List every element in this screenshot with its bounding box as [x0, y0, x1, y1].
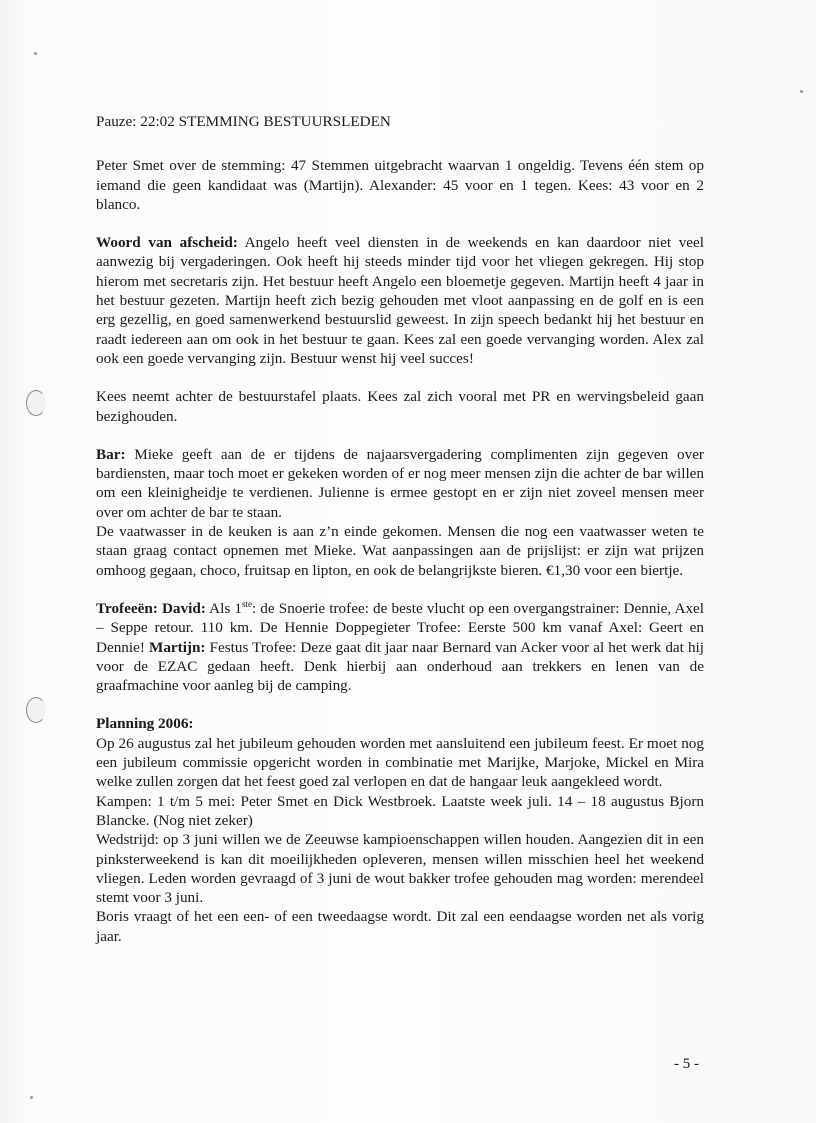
punch-hole-bottom — [26, 697, 46, 723]
boris-paragraph: Boris vraagt of het een een- of een tweedaagse wordt. Dit zal een eendaagse worden net als vorig jaar. — [96, 908, 704, 945]
planning-heading: Planning 2006: — [96, 715, 194, 733]
scan-speck — [30, 1096, 33, 1099]
kees-paragraph: Kees neemt achter de bestuurstafel plaats. Kees zal zich vooral met PR en wervingsbeleid gaan bezighouden. — [96, 388, 704, 425]
document-body — [96, 112, 704, 946]
trofeeen-label: Trofeeën: David: — [96, 599, 206, 617]
vaatwasser-paragraph: De vaatwasser in de keuken is aan z’n einde gekomen. Mensen die nog een vaatwasser weten te staan graag contact opnemen met Mieke. Wat aanpassingen aan de prijslijst: er zijn wat prijzen omhoog gegaan, choco, fruitsap en lipton, en ook de belangrijkste bieren. €1,30 voor een biertje. — [96, 523, 704, 579]
page-number: - 5 - — [674, 1056, 699, 1072]
stemming-paragraph: Peter Smet over de stemming: 47 Stemmen uitgebracht waarvan 1 ongeldig. Tevens één stem op iemand die geen kandidaat was (Martijn). Alexander: 45 voor en 1 tegen. Kees: 43 voor en 2 blanco. — [96, 157, 704, 213]
afscheid-paragraph — [96, 233, 704, 368]
trofeeen-ste: ste — [241, 598, 252, 609]
kampen-paragraph: Kampen: 1 t/m 5 mei: Peter Smet en Dick Westbroek. Laatste week juli. 14 – 18 augustus Bjorn Blancke. (Nog niet zeker) — [96, 792, 704, 829]
wedstrijd-paragraph: Wedstrijd: op 3 juni willen we de Zeeuwse kampioenschappen willen houden. Aangezien dit in een pinksterweekend is kan dit moeilijkheden opleveren, mensen willen misschien heel het weekend vliegen. Leden worden gevraagd of 3 juni de wout bakker trofee gehouden mag worden: merendeel stemt voor 3 juni. — [96, 831, 704, 907]
afscheid-label: Woord van afscheid: — [96, 234, 238, 252]
bar-label: Bar: — [96, 445, 126, 463]
trofeeen-text1: : de Snoerie trofee: de beste vlucht op een overgangstrainer: Dennie, Axel – Seppe retour. 110 km. De Hennie Doppegieter Trofee: Eerste 500 km vanaf Axel: Geert en Dennie! — [96, 599, 704, 656]
afscheid-text: Angelo heeft veel diensten in de weekends en kan daardoor niet veel aanwezig bij vergaderingen. Ook heeft hij steeds minder tijd voor het vliegen gekregen. Hij stop hierom met secretaris zijn. Het bestuur heeft Angelo een bloemetje gegeven. Martijn heeft 4 jaar in het bestuur gezeten. Martijn heeft zich bezig gehouden met vloot aanpassing en de golf en is een erg gezellig, en goed samenwerkend bestuurslid geweest. In zijn speech bedankt hij het bestuur en raadt iedereen aan om ook in het bestuur te gaan. Kees zal een goede vervanging worden. Alex zal ook een goede vervanging zijn. Bestuur wenst hij veel succes! — [96, 234, 704, 367]
jubileum-paragraph: Op 26 augustus zal het jubileum gehouden worden met aansluitend een jubileum feest. Er moet nog een jubileum commissie opgericht worden in combinatie met Marijke, Marjoke, Mickel en Mira welke zullen zorgen dat het feest goed zal verlopen en dat de hangaar leuk aangekleed wordt. — [96, 734, 704, 791]
bar-paragraph — [96, 445, 704, 522]
scan-speck — [34, 52, 37, 55]
bar-text: Mieke geeft aan de er tijdens de najaarsvergadering complimenten zijn gegeven over bardiensten, maar toch moet er gekeken worden of er nog meer mensen zijn die achter de bar willen om een kleinigheidje te verdienen. Julienne is ermee gestopt en er zijn niet zoveel mensen meer over om achter de bar te staan. — [96, 445, 704, 521]
scan-speck — [800, 90, 803, 93]
trofeeen-text2: Festus Trofee: Deze gaat dit jaar naar Bernard van Acker voor al het werk dat hij voor de EZAC gedaan heeft. Denk hierbij aan onderhoud aan trekkers en lenen van de graafmachine voor aanleg bij de camping. — [96, 638, 704, 695]
punch-hole-top — [26, 390, 46, 416]
trofeeen-als: Als 1 — [205, 599, 242, 617]
martijn-label: Martijn: — [148, 638, 206, 656]
pause-heading: Pauze: 22:02 STEMMING BESTUURSLEDEN — [96, 113, 391, 130]
trofeeen-paragraph — [96, 599, 704, 695]
